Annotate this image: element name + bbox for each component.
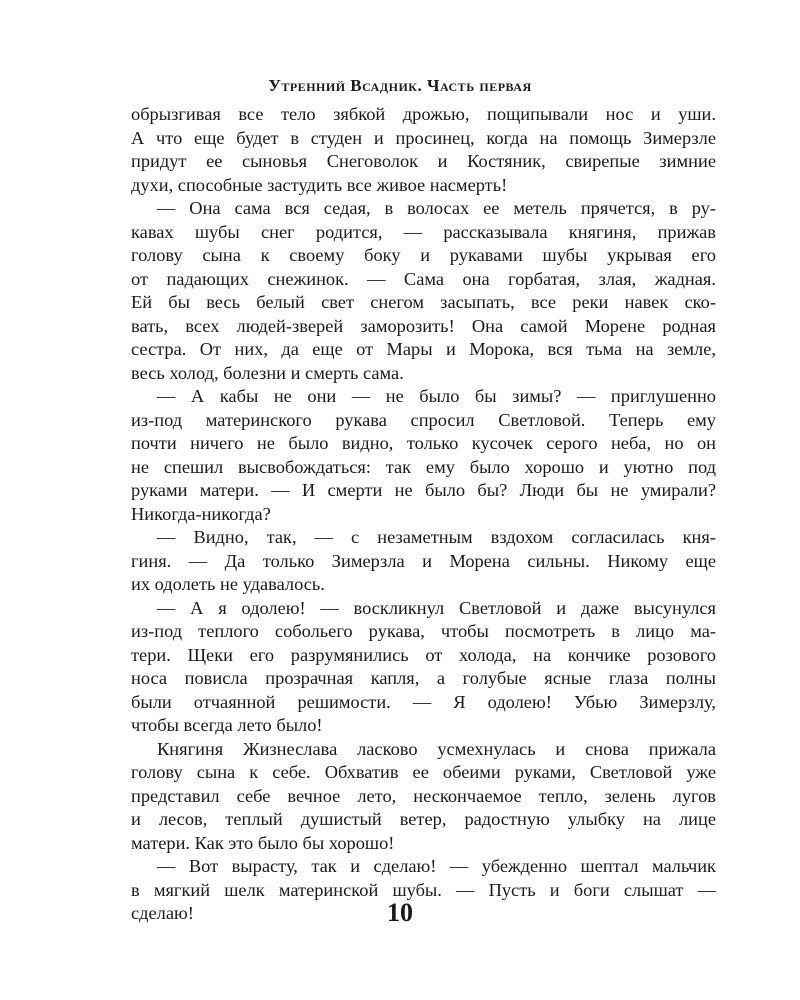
text-line: обрызгивая все тело зябкой дрожью, пощипывали нос и уши. (131, 104, 716, 124)
text-line: из-под теплого собольего рукава, чтобы посмотреть в лицо ма- (131, 621, 716, 641)
text-line: кавах шубы снег родится, — рассказывала княгиня, прижав (131, 221, 716, 242)
text-line: почти ничего не было видно, только кусочек серого неба, но он (131, 433, 716, 453)
text-line: голову сына к своему боку и рукавами шубы укрывая его (131, 245, 716, 265)
text-line: — А я одолею! — воскликнул Светловой и даже высунулся (157, 597, 716, 618)
text-line: — Видно, так, — с незаметным вздохом согласилась кня- (157, 527, 716, 547)
text-line: духи, способные застудить все живое насмерть! (131, 174, 508, 195)
text-line: придут ее сыновья Снеговолок и Костяник, свирепые зимние (131, 151, 716, 171)
text-line: — А кабы не они — не было бы зимы? — приглушенно (157, 386, 716, 406)
text-line: не спешил высвобождаться: так ему было хорошо и уютно под (131, 456, 716, 477)
text-line: и лесов, теплый душистый ветер, радостную улыбку на лице (131, 809, 716, 829)
text-line: тери. Щеки его разрумянились от холода, на кончике розового (131, 644, 716, 665)
text-line: сестра. От них, да еще от Мары и Морока, вся тьма на земле, (131, 339, 716, 359)
text-line: носа повисла прозрачная капля, а голубые ясные глаза полны (131, 668, 716, 688)
text-line: весь холод, болезни и смерть сама. (131, 362, 404, 383)
text-line: — Вот вырасту, так и сделаю! — убежденно шептал мальчик (157, 856, 716, 876)
text-line: А что еще будет в студен и просинец, когда на помощь Зимерзле (131, 127, 716, 148)
text-line: в мягкий шелк материнской шубы. — Пусть и боги слышат — (131, 879, 716, 900)
text-line: матери. Как это было бы хорошо! (131, 832, 395, 853)
text-line: руками матери. — И смерти не было бы? Люди бы не умирали? (131, 480, 716, 500)
text-line: голову сына к себе. Обхватив ее обеими руками, Светловой уже (131, 762, 716, 782)
text-line: — Она сама вся седая, в волосах ее метель прячется, в ру- (157, 198, 716, 218)
text-line: их одолеть не удавалось. (131, 574, 325, 594)
text-line: были отчаянной решимости. — Я одолею! Убью Зимерзлу, (131, 691, 716, 712)
text-line: гиня. — Да только Зимерзла и Морена сильны. Никому еще (131, 550, 716, 571)
page-text (131, 103, 716, 926)
running-head: Утренний Всадник. Часть первая (268, 76, 532, 95)
text-line: Ей бы весь белый свет снегом засыпать, все реки навек ско- (131, 292, 716, 312)
text-line: Никогда-никогда? (131, 503, 271, 524)
text-line: представил себе вечное лето, нескончаемое тепло, зелень лугов (131, 785, 716, 806)
page-number: 10 (387, 898, 413, 927)
text-line: от падающих снежинок. — Сама она горбатая, злая, жадная. (131, 268, 716, 289)
text-line: чтобы всегда лето было! (131, 715, 323, 735)
text-line: Княгиня Жизнеслава ласково усмехнулась и снова прижала (157, 738, 716, 759)
text-line: сделаю! (131, 903, 194, 923)
text-line: вать, всех людей-зверей заморозить! Она самой Морене родная (131, 315, 716, 336)
text-line: из-под материнского рукава спросил Светловой. Теперь ему (131, 409, 716, 430)
